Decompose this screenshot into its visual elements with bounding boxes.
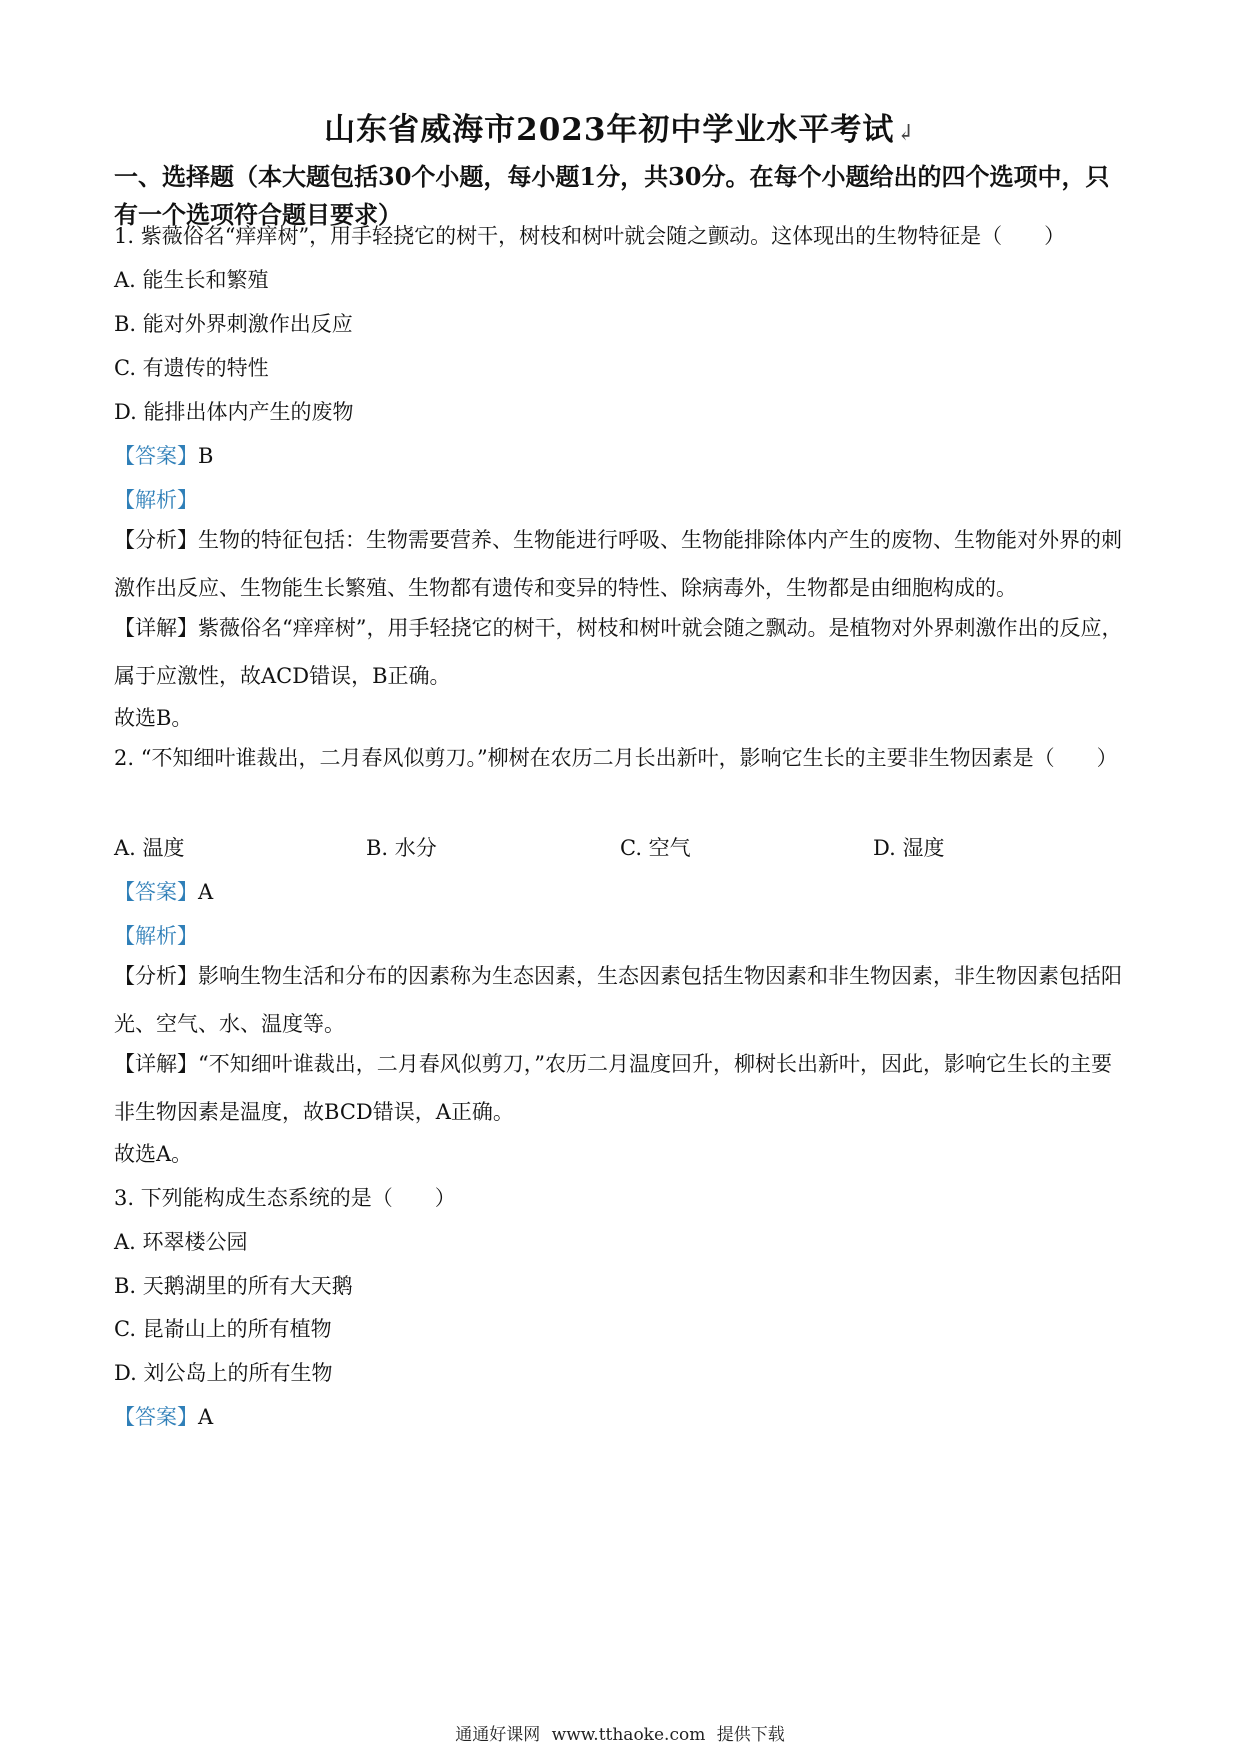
q3-answer-value: A [198, 1405, 214, 1429]
q2-option-d: D. 湿度 [873, 836, 945, 860]
q2-option-c: C. 空气 [620, 836, 691, 860]
q3-option-b: B. 天鹅湖里的所有大天鹅 [114, 1274, 353, 1298]
q1-stem: 1. 紫薇俗名“痒痒树”，用手轻挠它的树干，树枝和树叶就会随之颤动。这体现出的生物特征是（ ） [114, 224, 1066, 248]
q1-option-d: D. 能排出体内产生的废物 [114, 400, 354, 424]
q2-conclusion: 故选A。 [114, 1142, 193, 1166]
q1-conclusion: 故选B。 [114, 706, 193, 730]
q2-fenxi: 【分析】影响生物生活和分布的因素称为生态因素，生态因素包括生物因素和非生物因素，非生物因素包括阳光、空气、水、温度等。 [114, 964, 1122, 1036]
paragraph-mark-icon: ↲ [896, 121, 916, 146]
q3-stem: 3. 下列能构成生态系统的是（ ） [114, 1186, 456, 1210]
q2-option-a: A. 温度 [114, 836, 185, 860]
section-heading: 一、选择题（本大题包括30个小题，每小题1分，共30分。在每个小题给出的四个选项中，只有一个选项符合题目要求） [114, 162, 1110, 229]
q1-answer-value: B [198, 444, 214, 468]
q1-option-a: A. 能生长和繁殖 [114, 268, 269, 292]
q2-analysis-tag: 【解析】 [114, 924, 198, 948]
q1-option-c: C. 有遗传的特性 [114, 356, 269, 380]
q2-stem: 2. “不知细叶谁裁出，二月春风似剪刀。”柳树在农历二月长出新叶，影响它生长的主要非生物因素是（ ） [114, 746, 1118, 770]
title-text: 山东省威海市2023年初中学业水平考试 [324, 112, 895, 148]
q2-answer [114, 876, 213, 906]
footer-note: 提供下载 [716, 1725, 785, 1745]
answer-tag: 【答案】 [114, 444, 198, 468]
q1-option-b: B. 能对外界刺激作出反应 [114, 312, 353, 336]
q3-option-d: D. 刘公岛上的所有生物 [114, 1361, 333, 1385]
answer-tag: 【答案】 [114, 880, 198, 904]
q3-option-c: C. 昆嵛山上的所有植物 [114, 1317, 332, 1341]
document-title [0, 104, 1240, 149]
q2-answer-value: A [198, 880, 214, 904]
footer-url[interactable]: www.tthaoke.com [551, 1725, 706, 1745]
q1-answer [114, 440, 213, 470]
q2-xiangjie: 【详解】“不知细叶谁裁出，二月春风似剪刀，”农历二月温度回升，柳树长出新叶，因此，影响它生长的主要非生物因素是温度，故BCD错误，A正确。 [114, 1052, 1112, 1124]
q1-analysis-tag: 【解析】 [114, 488, 198, 512]
q3-option-a: A. 环翠楼公园 [114, 1230, 248, 1254]
footer-site-name: 通通好课网 [455, 1725, 541, 1745]
answer-tag: 【答案】 [114, 1405, 198, 1429]
q1-xiangjie: 【详解】紫薇俗名“痒痒树”，用手轻挠它的树干，树枝和树叶就会随之飘动。是植物对外界刺激作出的反应，属于应激性，故ACD错误，B正确。 [114, 616, 1123, 688]
q3-answer [114, 1401, 213, 1431]
q1-fenxi: 【分析】生物的特征包括：生物需要营养、生物能进行呼吸、生物能排除体内产生的废物、生物能对外界的刺激作出反应、生物能生长繁殖、生物都有遗传和变异的特性、除病毒外，生物都是由细胞构成的。 [114, 528, 1122, 600]
q2-option-b: B. 水分 [366, 836, 437, 860]
page-footer [0, 1720, 1240, 1745]
